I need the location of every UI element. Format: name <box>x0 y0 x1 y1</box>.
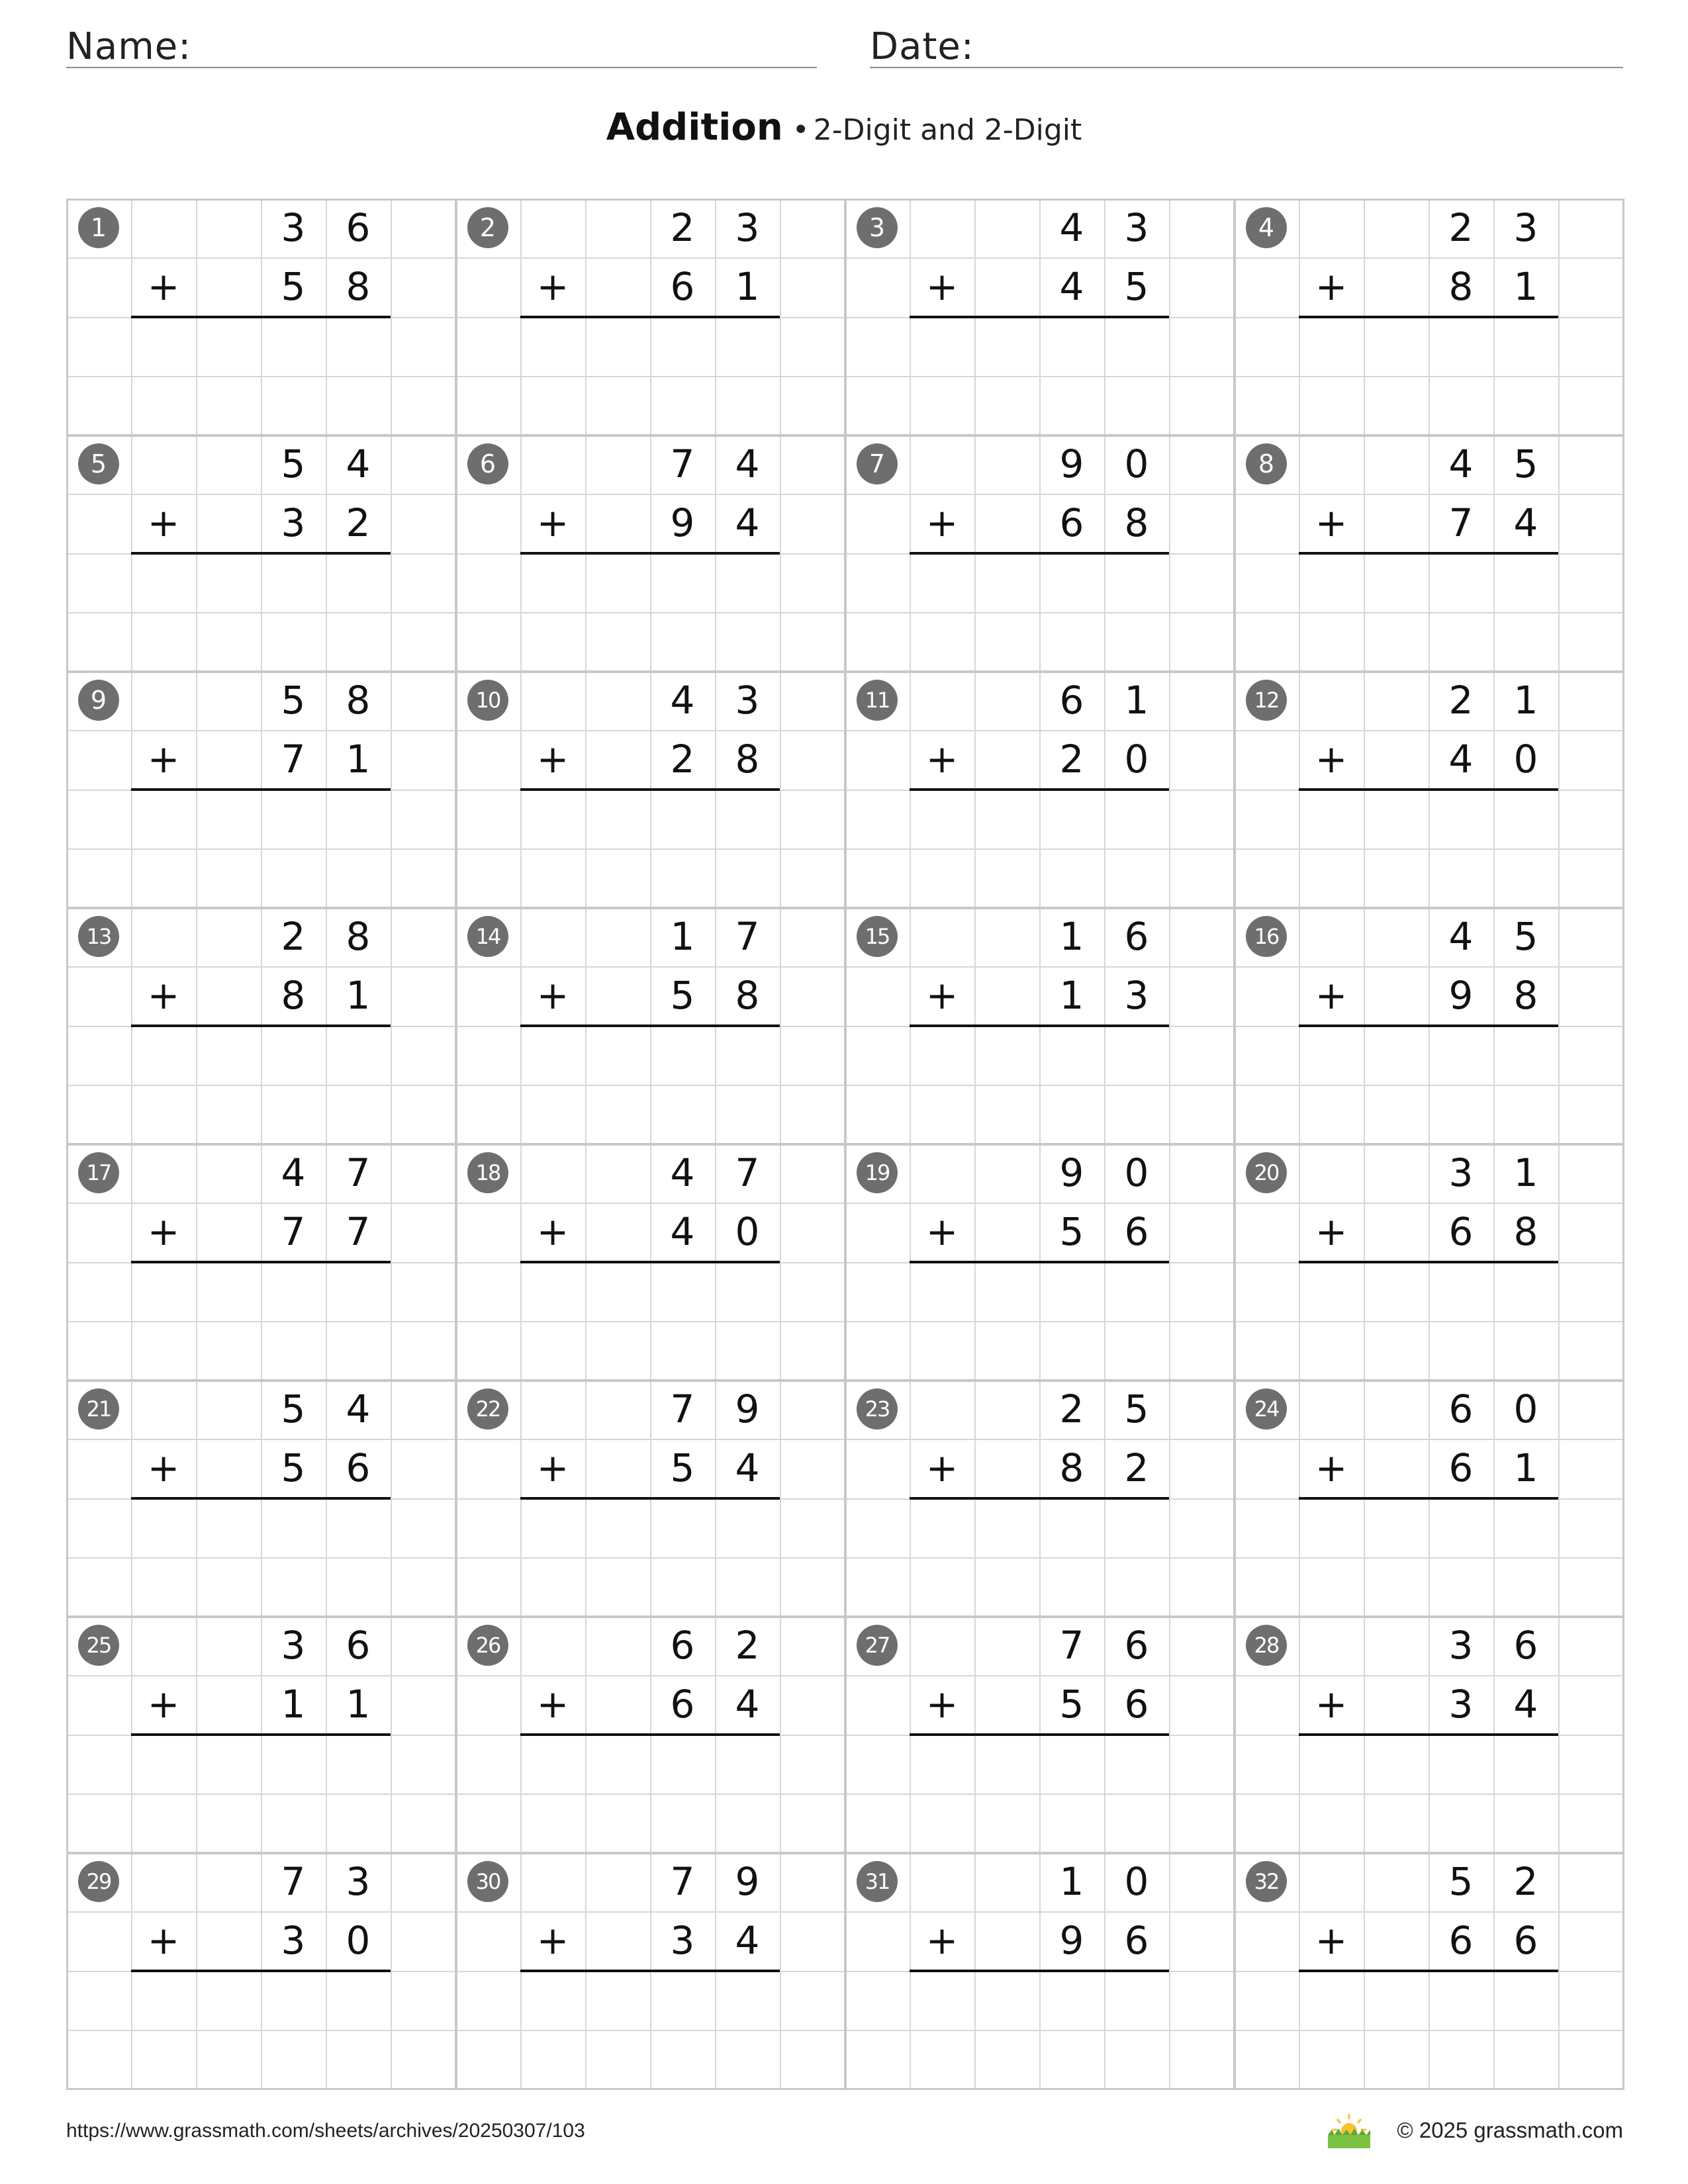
addend-top-tens: 4 <box>281 1150 306 1195</box>
addend-bottom-ones: 3 <box>1124 973 1149 1019</box>
addend-top-tens: 7 <box>670 1387 695 1432</box>
problem-number-badge: 32 <box>1246 1861 1287 1902</box>
addend-bottom-tens: 2 <box>670 737 695 782</box>
plus-sign: + <box>536 1918 569 1964</box>
plus-sign: + <box>1315 973 1348 1019</box>
problem-number-badge: 10 <box>467 680 508 721</box>
addend-bottom-tens: 3 <box>1448 1682 1474 1727</box>
problem-number-badge: 19 <box>857 1152 898 1193</box>
addend-bottom-tens: 5 <box>1059 1209 1084 1255</box>
addend-top-tens: 5 <box>281 1387 306 1432</box>
addend-top-ones: 2 <box>1513 1859 1538 1904</box>
problem-number-badge: 24 <box>1246 1388 1287 1430</box>
plus-sign: + <box>536 1209 569 1255</box>
addend-top-tens: 1 <box>670 914 695 959</box>
problem-number-badge: 25 <box>78 1625 119 1666</box>
problem-number-badge: 8 <box>1246 443 1287 484</box>
plus-sign: + <box>536 1445 569 1491</box>
addend-top-ones: 0 <box>1124 441 1149 486</box>
addend-bottom-ones: 8 <box>1124 500 1149 546</box>
addend-bottom-tens: 1 <box>1059 973 1084 1019</box>
problem-number-badge: 28 <box>1246 1625 1287 1666</box>
addend-top-ones: 3 <box>1513 205 1538 250</box>
problem-number-badge: 3 <box>857 207 898 248</box>
plus-sign: + <box>925 500 959 546</box>
plus-sign: + <box>536 264 569 310</box>
title-bullet: • <box>792 113 810 147</box>
addend-bottom-tens: 3 <box>281 1918 306 1964</box>
addend-bottom-tens: 6 <box>1059 500 1084 546</box>
addend-bottom-tens: 5 <box>670 1445 695 1491</box>
plus-sign: + <box>1315 1918 1348 1964</box>
name-label: Name: <box>66 25 192 68</box>
addend-top-tens: 4 <box>1448 914 1474 959</box>
addend-bottom-tens: 6 <box>1448 1445 1474 1491</box>
addend-bottom-tens: 6 <box>670 1682 695 1727</box>
answer-area[interactable] <box>520 553 780 672</box>
addend-top-tens: 4 <box>1448 441 1474 486</box>
plus-sign: + <box>1315 737 1348 782</box>
problem-number-badge: 4 <box>1246 207 1287 248</box>
answer-area[interactable] <box>520 317 780 435</box>
plus-sign: + <box>147 1445 180 1491</box>
plus-sign: + <box>147 264 180 310</box>
addend-bottom-tens: 8 <box>1059 1445 1084 1491</box>
answer-area[interactable] <box>910 317 1169 435</box>
plus-sign: + <box>925 264 959 310</box>
addend-top-ones: 4 <box>735 441 760 486</box>
name-line[interactable] <box>66 67 817 68</box>
addend-top-ones: 1 <box>1124 678 1149 723</box>
addend-top-ones: 3 <box>1124 205 1149 250</box>
problem-number-badge: 14 <box>467 916 508 957</box>
plus-sign: + <box>536 500 569 546</box>
title-subtitle: 2-Digit and 2-Digit <box>813 113 1082 147</box>
addend-top-ones: 8 <box>346 914 371 959</box>
plus-sign: + <box>536 737 569 782</box>
plus-sign: + <box>147 973 180 1019</box>
answer-area[interactable] <box>131 1735 391 1853</box>
addend-bottom-ones: 8 <box>735 737 760 782</box>
addend-bottom-ones: 4 <box>735 500 760 546</box>
answer-area[interactable] <box>520 1735 780 1853</box>
addend-bottom-tens: 5 <box>1059 1682 1084 1727</box>
addend-top-tens: 7 <box>670 441 695 486</box>
addend-bottom-ones: 2 <box>346 500 371 546</box>
problem-number-badge: 12 <box>1246 680 1287 721</box>
problem-number-badge: 30 <box>467 1861 508 1902</box>
addend-bottom-tens: 6 <box>1448 1209 1474 1255</box>
answer-area[interactable] <box>1299 1498 1558 1617</box>
addend-bottom-tens: 2 <box>1059 737 1084 782</box>
addend-top-tens: 7 <box>281 1859 306 1904</box>
worksheet-title <box>0 106 1688 149</box>
addend-top-ones: 4 <box>346 441 371 486</box>
answer-area[interactable] <box>1299 1262 1558 1381</box>
plus-sign: + <box>536 1682 569 1727</box>
answer-area[interactable] <box>520 1498 780 1617</box>
addend-bottom-ones: 6 <box>1124 1918 1149 1964</box>
addend-top-ones: 0 <box>1124 1150 1149 1195</box>
plus-sign: + <box>1315 264 1348 310</box>
plus-sign: + <box>925 1918 959 1964</box>
addend-bottom-ones: 8 <box>735 973 760 1019</box>
addend-top-ones: 0 <box>1513 1387 1538 1432</box>
problem-number-badge: 2 <box>467 207 508 248</box>
addend-bottom-tens: 5 <box>670 973 695 1019</box>
addend-top-tens: 2 <box>281 914 306 959</box>
problem-number-badge: 21 <box>78 1388 119 1430</box>
addend-bottom-tens: 8 <box>281 973 306 1019</box>
addend-bottom-tens: 4 <box>1448 737 1474 782</box>
plus-sign: + <box>1315 1682 1348 1727</box>
answer-area[interactable] <box>1299 790 1558 908</box>
addend-top-ones: 1 <box>1513 678 1538 723</box>
addend-top-tens: 2 <box>1059 1387 1084 1432</box>
addend-top-tens: 4 <box>670 1150 695 1195</box>
problem-number-badge: 1 <box>78 207 119 248</box>
addend-top-ones: 7 <box>735 1150 760 1195</box>
problem-number-badge: 18 <box>467 1152 508 1193</box>
problem-number-badge: 20 <box>1246 1152 1287 1193</box>
plus-sign: + <box>925 1682 959 1727</box>
addend-top-ones: 7 <box>735 914 760 959</box>
problem-number-badge: 15 <box>857 916 898 957</box>
addend-bottom-tens: 6 <box>670 264 695 310</box>
addend-top-tens: 5 <box>1448 1859 1474 1904</box>
plus-sign: + <box>925 1445 959 1491</box>
answer-area[interactable] <box>520 1026 780 1144</box>
addend-bottom-tens: 7 <box>1448 500 1474 546</box>
plus-sign: + <box>147 1209 180 1255</box>
addend-bottom-ones: 6 <box>1124 1209 1149 1255</box>
addend-top-tens: 3 <box>281 1623 306 1668</box>
addend-bottom-ones: 4 <box>1513 500 1538 546</box>
answer-area[interactable] <box>131 1971 391 2089</box>
problem-number-badge: 23 <box>857 1388 898 1430</box>
plus-sign: + <box>925 1209 959 1255</box>
plus-sign: + <box>147 737 180 782</box>
addend-top-ones: 6 <box>1124 914 1149 959</box>
answer-area[interactable] <box>910 1262 1169 1381</box>
addend-top-ones: 5 <box>1513 914 1538 959</box>
addend-top-tens: 4 <box>670 678 695 723</box>
problem-number-badge: 6 <box>467 443 508 484</box>
addend-bottom-ones: 6 <box>1513 1918 1538 1964</box>
addend-bottom-ones: 4 <box>735 1445 760 1491</box>
addend-top-ones: 6 <box>1513 1623 1538 1668</box>
plus-sign: + <box>1315 500 1348 546</box>
addend-top-tens: 3 <box>1448 1150 1474 1195</box>
addend-top-tens: 9 <box>1059 441 1084 486</box>
addend-top-ones: 8 <box>346 678 371 723</box>
addend-top-ones: 9 <box>735 1859 760 1904</box>
addend-top-ones: 0 <box>1124 1859 1149 1904</box>
grass-sun-logo-icon <box>1325 2105 1373 2152</box>
addend-bottom-ones: 4 <box>735 1682 760 1727</box>
addend-bottom-tens: 9 <box>1448 973 1474 1019</box>
problem-number-badge: 11 <box>857 680 898 721</box>
addend-top-tens: 2 <box>670 205 695 250</box>
addend-top-tens: 1 <box>1059 1859 1084 1904</box>
addend-bottom-ones: 4 <box>735 1918 760 1964</box>
addend-bottom-ones: 5 <box>1124 264 1149 310</box>
problem-number-badge: 29 <box>78 1861 119 1902</box>
answer-area[interactable] <box>131 790 391 908</box>
addend-bottom-tens: 9 <box>1059 1918 1084 1964</box>
plus-sign: + <box>1315 1209 1348 1255</box>
answer-area[interactable] <box>520 1262 780 1381</box>
date-line[interactable] <box>870 67 1623 68</box>
problem-number-badge: 31 <box>857 1861 898 1902</box>
problem-grid <box>66 199 1623 2089</box>
answer-area[interactable] <box>131 1498 391 1617</box>
problem-number-badge: 7 <box>857 443 898 484</box>
addend-top-tens: 4 <box>1059 205 1084 250</box>
answer-area[interactable] <box>910 1735 1169 1853</box>
addend-bottom-tens: 7 <box>281 1209 306 1255</box>
answer-area[interactable] <box>1299 553 1558 672</box>
footer-copyright: © 2025 grassmath.com <box>1397 2118 1623 2142</box>
answer-area[interactable] <box>910 1498 1169 1617</box>
title-main: Addition <box>606 106 783 149</box>
addend-top-tens: 6 <box>670 1623 695 1668</box>
addend-bottom-ones: 7 <box>346 1209 371 1255</box>
addend-top-tens: 2 <box>1448 205 1474 250</box>
answer-area[interactable] <box>131 1026 391 1144</box>
addend-top-ones: 6 <box>346 1623 371 1668</box>
addend-bottom-ones: 0 <box>1513 737 1538 782</box>
answer-area[interactable] <box>131 1262 391 1381</box>
answer-area[interactable] <box>910 1026 1169 1144</box>
addend-bottom-ones: 1 <box>735 264 760 310</box>
addend-top-ones: 9 <box>735 1387 760 1432</box>
plus-sign: + <box>147 500 180 546</box>
addend-bottom-tens: 4 <box>1059 264 1084 310</box>
addend-bottom-ones: 0 <box>735 1209 760 1255</box>
addend-top-ones: 1 <box>1513 1150 1538 1195</box>
problem-number-badge: 5 <box>78 443 119 484</box>
addend-bottom-tens: 5 <box>281 264 306 310</box>
addend-top-tens: 1 <box>1059 914 1084 959</box>
plus-sign: + <box>925 737 959 782</box>
addend-bottom-ones: 8 <box>346 264 371 310</box>
problem-number-badge: 13 <box>78 916 119 957</box>
addend-top-tens: 2 <box>1448 678 1474 723</box>
addend-bottom-tens: 6 <box>1448 1918 1474 1964</box>
date-label: Date: <box>870 25 974 68</box>
addend-top-ones: 7 <box>346 1150 371 1195</box>
answer-area[interactable] <box>1299 1971 1558 2089</box>
addend-top-tens: 6 <box>1059 678 1084 723</box>
addend-bottom-tens: 5 <box>281 1445 306 1491</box>
addend-top-tens: 5 <box>281 441 306 486</box>
addend-top-ones: 3 <box>346 1859 371 1904</box>
problem-number-badge: 22 <box>467 1388 508 1430</box>
addend-top-ones: 3 <box>735 678 760 723</box>
problem-number-badge: 17 <box>78 1152 119 1193</box>
plus-sign: + <box>147 1682 180 1727</box>
plus-sign: + <box>147 1918 180 1964</box>
addend-top-ones: 4 <box>346 1387 371 1432</box>
answer-area[interactable] <box>1299 1026 1558 1144</box>
problem-number-badge: 26 <box>467 1625 508 1666</box>
addend-top-ones: 3 <box>735 205 760 250</box>
addend-bottom-tens: 8 <box>1448 264 1474 310</box>
addend-bottom-ones: 1 <box>346 973 371 1019</box>
addend-bottom-ones: 1 <box>346 1682 371 1727</box>
addend-bottom-ones: 4 <box>1513 1682 1538 1727</box>
plus-sign: + <box>925 973 959 1019</box>
addend-bottom-tens: 3 <box>281 500 306 546</box>
addend-top-tens: 5 <box>281 678 306 723</box>
addend-bottom-ones: 1 <box>1513 264 1538 310</box>
addend-bottom-ones: 1 <box>1513 1445 1538 1491</box>
addend-bottom-ones: 8 <box>1513 973 1538 1019</box>
problem-number-badge: 16 <box>1246 916 1287 957</box>
addend-top-tens: 7 <box>1059 1623 1084 1668</box>
addend-top-ones: 5 <box>1513 441 1538 486</box>
footer-url: https://www.grassmath.com/sheets/archives/20250307/103 <box>66 2120 585 2142</box>
addend-bottom-tens: 3 <box>670 1918 695 1964</box>
addend-bottom-ones: 8 <box>1513 1209 1538 1255</box>
answer-area[interactable] <box>910 1971 1169 2089</box>
addend-bottom-tens: 9 <box>670 500 695 546</box>
addend-bottom-tens: 7 <box>281 737 306 782</box>
addend-bottom-ones: 6 <box>346 1445 371 1491</box>
answer-area[interactable] <box>131 553 391 672</box>
answer-area[interactable] <box>910 553 1169 672</box>
plus-sign: + <box>536 973 569 1019</box>
addend-bottom-ones: 0 <box>346 1918 371 1964</box>
answer-area[interactable] <box>520 790 780 908</box>
addend-bottom-ones: 2 <box>1124 1445 1149 1491</box>
addend-top-tens: 3 <box>1448 1623 1474 1668</box>
addend-bottom-ones: 1 <box>346 737 371 782</box>
addend-bottom-tens: 1 <box>281 1682 306 1727</box>
addend-top-tens: 7 <box>670 1859 695 1904</box>
problem-number-badge: 9 <box>78 680 119 721</box>
answer-area[interactable] <box>131 317 391 435</box>
answer-area[interactable] <box>520 1971 780 2089</box>
answer-area[interactable] <box>1299 1735 1558 1853</box>
addend-bottom-tens: 4 <box>670 1209 695 1255</box>
answer-area[interactable] <box>1299 317 1558 435</box>
addend-bottom-ones: 6 <box>1124 1682 1149 1727</box>
addend-top-tens: 6 <box>1448 1387 1474 1432</box>
addend-bottom-ones: 0 <box>1124 737 1149 782</box>
addend-top-ones: 2 <box>735 1623 760 1668</box>
addend-top-ones: 5 <box>1124 1387 1149 1432</box>
plus-sign: + <box>1315 1445 1348 1491</box>
problem-number-badge: 27 <box>857 1625 898 1666</box>
answer-area[interactable] <box>910 790 1169 908</box>
addend-top-ones: 6 <box>1124 1623 1149 1668</box>
addend-top-tens: 9 <box>1059 1150 1084 1195</box>
addend-top-ones: 6 <box>346 205 371 250</box>
addend-top-tens: 3 <box>281 205 306 250</box>
